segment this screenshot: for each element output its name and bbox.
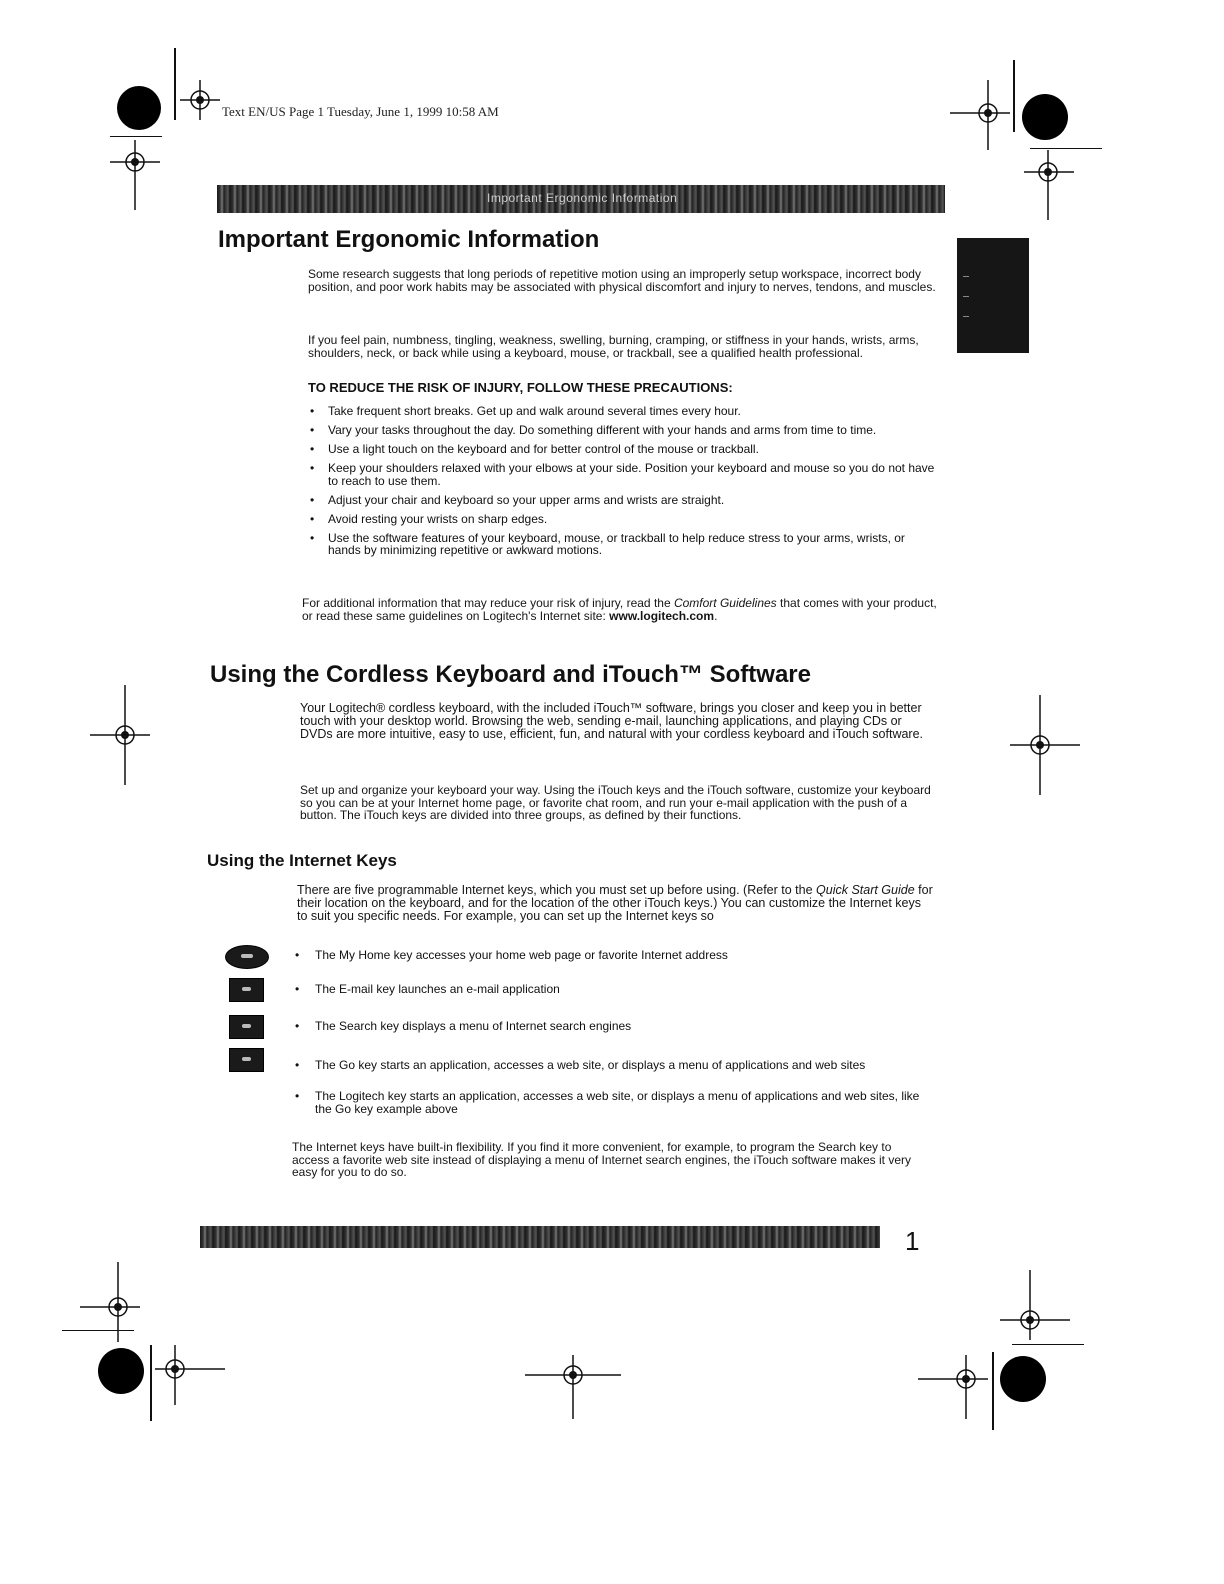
precautions-list [308, 405, 940, 563]
crosshair-icon [525, 1355, 621, 1419]
logitech-url: www.logitech.com [609, 608, 715, 623]
go-key-icon [229, 1048, 264, 1072]
list-item: • Vary your tasks throughout the day. Do something different with your hands and arms from time to time. [308, 424, 940, 437]
print-slug: Text EN/US Page 1 Tuesday, June 1, 1999 10:58 AM [222, 104, 499, 119]
crosshair-icon [90, 685, 150, 785]
list-item: • The E-mail key launches an e-mail application [295, 982, 560, 996]
crop-line [150, 1345, 152, 1421]
section-thumb-tab [957, 238, 1029, 353]
cordless-intro-paragraph: Your Logitech® cordless keyboard, with the included iTouch™ software, brings you closer and keep you in better touch with your desktop world. Browsing the web, sending e-mail, launching applications, and playing CDs or DVDs are more intuitive, easy to use, efficient, fun, and natural with your cordless keyboard and iTouch software. [300, 701, 924, 741]
crop-line [174, 48, 176, 120]
crosshair-icon [155, 1345, 225, 1405]
list-item: • Keep your shoulders relaxed with your elbows at your side. Position your keyboard and mouse so you do not have to reach to use them. [308, 462, 940, 487]
list-item: • Avoid resting your wrists on sharp edges. [308, 513, 940, 526]
list-item: • The Go key starts an application, accesses a web site, or displays a menu of applications and web sites [295, 1058, 866, 1072]
my-home-key-icon [225, 945, 269, 969]
crop-line [1030, 148, 1102, 149]
header-band-label: Important Ergonomic Information [487, 191, 678, 205]
internet-keys-intro: There are five programmable Internet keys, which you must set up before using. (Refer to the Quick Start Guide for their location on the keyboard, and for the location of the other iTouch keys.) You can customize the Internet keys to suit you specific needs. For example, you can set up the Internet keys so [297, 883, 933, 923]
crop-line [62, 1330, 134, 1331]
precautions-heading: TO REDUCE THE RISK OF INJURY, FOLLOW THESE PRECAUTIONS: [308, 380, 733, 395]
crosshair-icon [80, 1560, 81, 1561]
list-item: • Use the software features of your keyboard, mouse, or trackball to help reduce stress to your arms, wrists, or hands by minimizing repetitive or awkward motions. [308, 532, 940, 557]
crop-line [110, 136, 162, 137]
registration-dot-top-right [1022, 94, 1068, 140]
comfort-guidelines-title: Comfort Guidelines [673, 596, 777, 610]
crosshair-icon [110, 140, 160, 210]
section-title-internet-keys: Using the Internet Keys [207, 851, 397, 870]
list-item: • The My Home key accesses your home web page or favorite Internet address [295, 948, 728, 962]
list-item: • Use a light touch on the keyboard and for better control of the mouse or trackball. [308, 443, 940, 456]
header-band [217, 185, 945, 213]
crosshair-icon [180, 80, 220, 120]
page-number: 1 [905, 1226, 920, 1256]
email-key-icon [229, 978, 264, 1002]
list-item: • Take frequent short breaks. Get up and walk around several times every hour. [308, 405, 940, 418]
crosshair-icon [1010, 695, 1080, 795]
crosshair-icon [1000, 1270, 1070, 1340]
crop-line [992, 1352, 994, 1430]
search-key-icon [229, 1015, 264, 1039]
crop-line [1013, 60, 1015, 132]
ergonomic-paragraph-1: Some research suggests that long periods of repetitive motion using an improperly setup workspace, incorrect body position, and poor work habits may be associated with physical discomfort and injury to nerves, tendons, and muscles. [308, 267, 936, 294]
flexibility-paragraph: The Internet keys have built-in flexibility. If you find it more convenient, for example, to program the Search key to access a favorite web site instead of displaying a menu of Internet search engines, the iTouch software makes it very easy for you to do so. [292, 1140, 911, 1179]
list-item: • Adjust your chair and keyboard so your upper arms and wrists are straight. [308, 494, 940, 507]
list-item: • The Search key displays a menu of Internet search engines [295, 1019, 632, 1033]
additional-info-paragraph: For additional information that may reduce your risk of injury, read the Comfort Guidelines that comes with your product, or read these same guidelines on Logitech's Internet site: www.logitech.com. [302, 596, 937, 623]
crop-line [1012, 1344, 1084, 1345]
registration-dot-top-left [117, 86, 161, 130]
crosshair-icon [1024, 150, 1074, 220]
ergonomic-paragraph-2: If you feel pain, numbness, tingling, weakness, swelling, burning, cramping, or stiffness in your hands, wrists, arms, shoulders, neck, or back while using a keyboard, mouse, or trackball, see a qualified health professional. [308, 333, 919, 360]
crosshair-icon [918, 1355, 988, 1419]
setup-paragraph: Set up and organize your keyboard your way. Using the iTouch keys and the iTouch software, customize your keyboard so you can be at your Internet home page, or favorite chat room, and run your e-mail application with the push of a button. The iTouch keys are divided into three groups, as defined by their functions. [300, 783, 931, 822]
section-title-ergonomic: Important Ergonomic Information [218, 226, 600, 253]
registration-dot-bottom-right [1000, 1356, 1046, 1402]
section-title-cordless-keyboard: Using the Cordless Keyboard and iTouch™ Software [210, 661, 811, 688]
registration-dot-bottom-left [98, 1348, 144, 1394]
crosshair-icon [950, 80, 1010, 150]
footer-band [200, 1226, 880, 1248]
list-item: • The Logitech key starts an application, accesses a web site, or displays a menu of applications and web sites, like the Go key example above [295, 1089, 920, 1116]
